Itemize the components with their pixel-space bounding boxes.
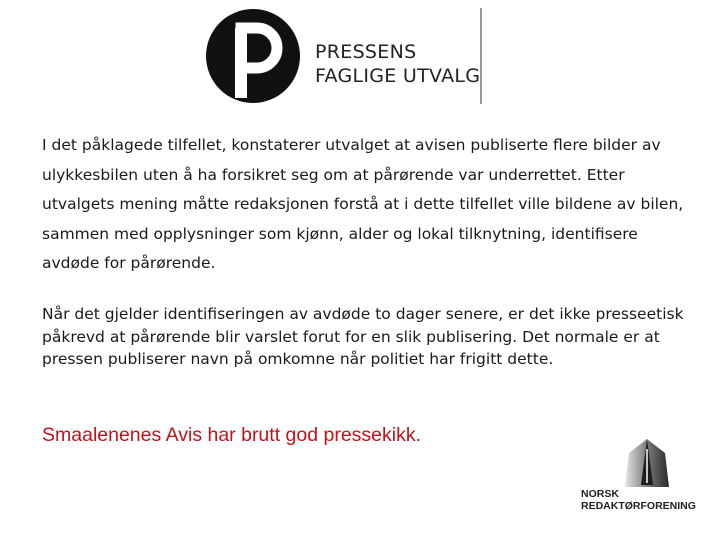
nr-line-2: REDAKTØRFORENING	[581, 500, 696, 512]
verdict-statement: Smaalenenes Avis har brutt god pressekikk.	[42, 424, 422, 446]
logo-wordmark	[315, 40, 480, 88]
logo-line-2: FAGLIGE UTVALG	[315, 65, 481, 87]
paragraph-1: I det påklagede tilfellet, konstaterer utvalget at avisen publiserte flere bilder av ulykkesbilen uten å ha forsikret seg om at pårørende var underrettet. Etter utvalgets mening måtte redaksjonen forstå at i dette tilfellet ville bildene av bilen, sammen med opplysninger som kjønn, alder og lokal tilknytning, identifisere avdøde for pårørende.	[42, 136, 684, 272]
paragraph-2: Når det gjelder identifiseringen av avdøde to dager senere, er det ikke presseetisk påkrevd at pårørende blir varslet forut for en slik publisering. Det normale er at pressen publiserer navn på omkomne når politiet har frigitt dette.	[42, 305, 684, 368]
logo-line-1: PRESSENS	[315, 41, 417, 63]
pfu-p-emblem-icon	[205, 8, 301, 104]
logo-divider	[480, 8, 482, 104]
pfu-logo	[205, 8, 490, 104]
nr-wordmark	[581, 488, 696, 512]
nr-line-1: NORSK	[581, 488, 619, 500]
nr-tower-icon	[619, 439, 675, 487]
